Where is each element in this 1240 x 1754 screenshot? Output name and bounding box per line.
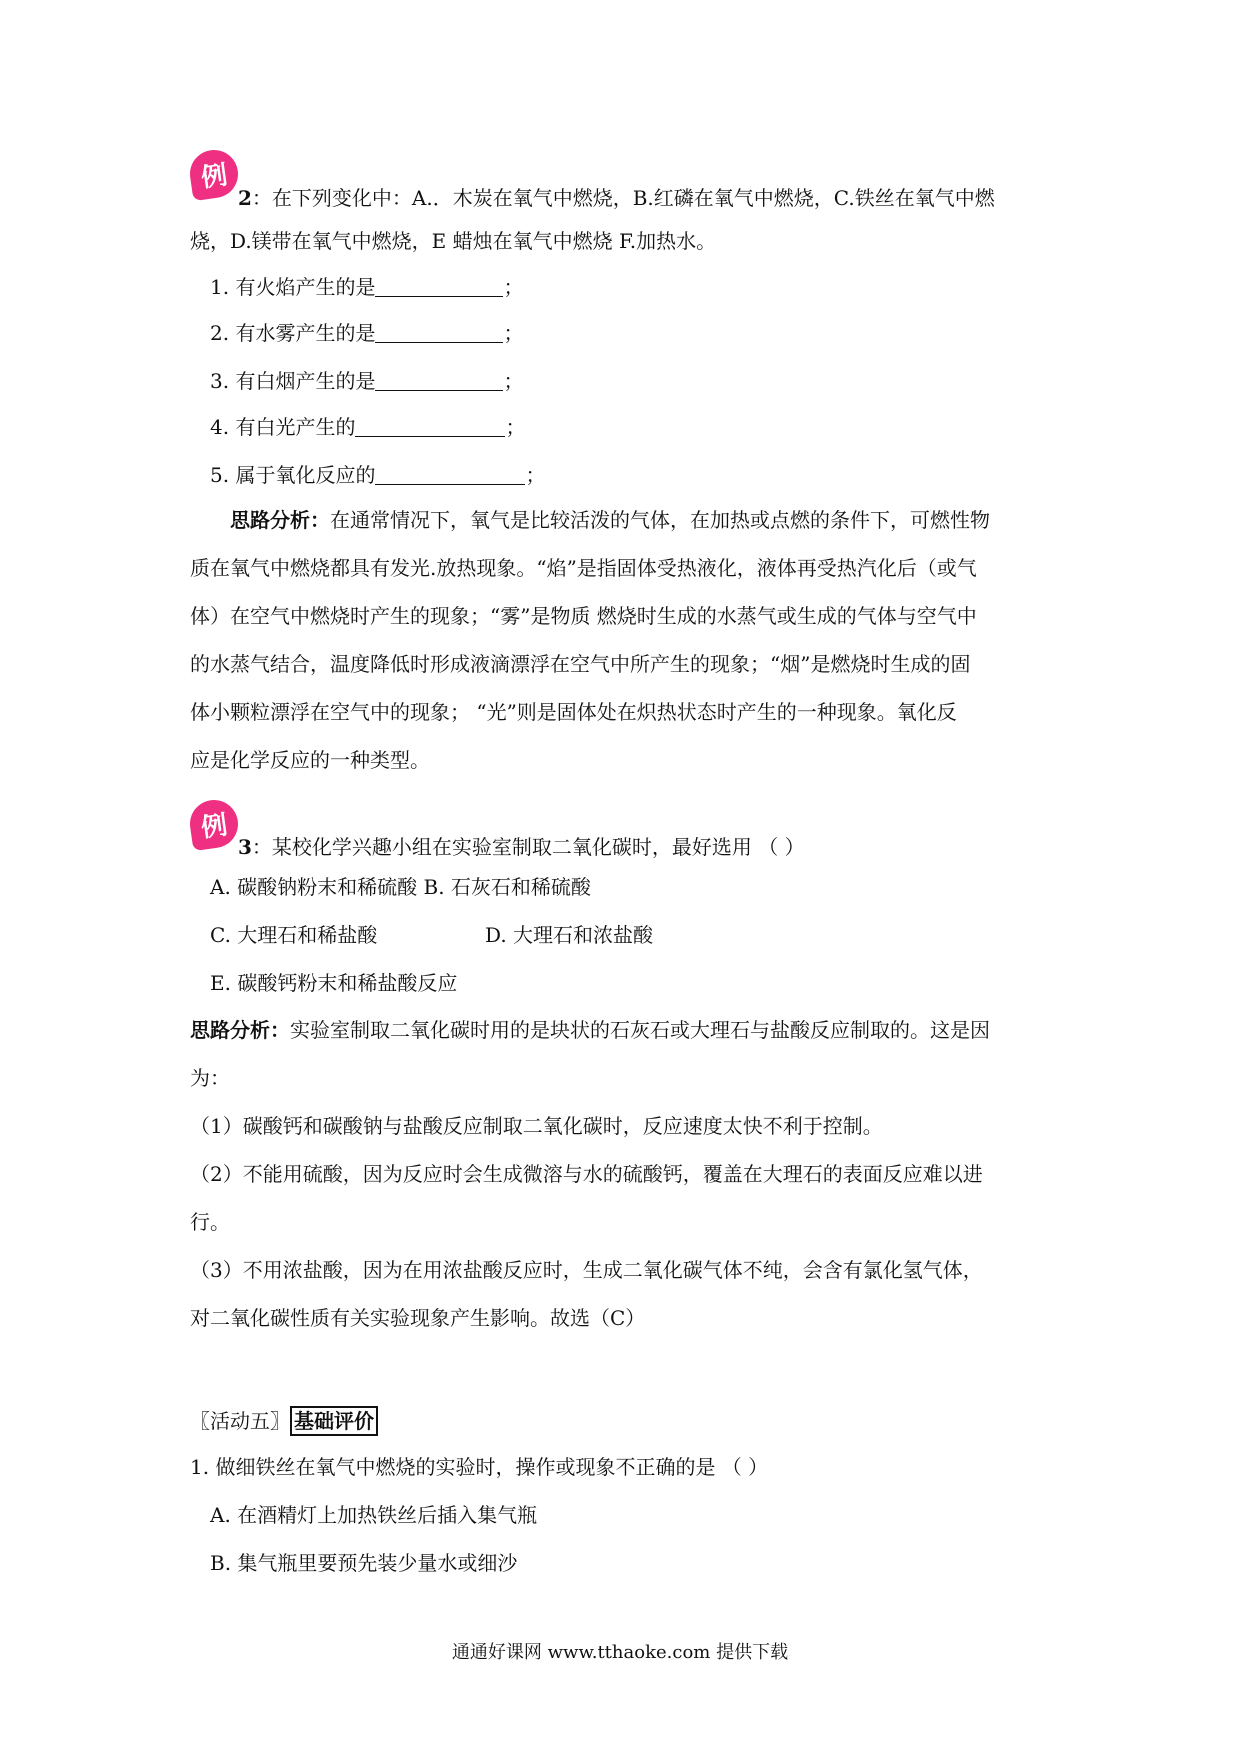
ex2-q4-end: ；	[505, 415, 526, 439]
ex3-number: 3	[238, 835, 252, 859]
answer-blank[interactable]	[375, 368, 503, 391]
ex3-reason-2-cont: 行。	[190, 1210, 230, 1234]
ex3-reason-2: （2）不能用硫酸，因为反应时会生成微溶与水的硫酸钙，覆盖在大理石的表面反应难以进	[190, 1162, 983, 1186]
example-badge-icon: 例	[187, 797, 241, 851]
ex2-analysis-line2: 质在氧气中燃烧都具有发光.放热现象。“焰”是指固体受热液化，液体再受热汽化后（或气	[190, 556, 977, 580]
activity-prefix: 〖活动五〗	[190, 1409, 290, 1433]
ex3-option-e: E. 碳酸钙粉末和稀盐酸反应	[210, 971, 458, 995]
ex2-q2-label: 2. 有水雾产生的是	[210, 321, 376, 345]
activity-q1-option-a: A. 在酒精灯上加热铁丝后插入集气瓶	[210, 1503, 538, 1527]
ex2-analysis-line3: 体）在空气中燃烧时产生的现象；“雾”是物质 燃烧时生成的水蒸气或生成的气体与空气中	[190, 604, 977, 628]
ex2-analysis-line5: 体小颗粒漂浮在空气中的现象； “光”则是固体处在炽热状态时产生的一种现象。氧化反	[190, 700, 957, 724]
ex2-q5-label: 5. 属于氧化反应的	[210, 463, 376, 487]
activity-q1-option-b: B. 集气瓶里要预先装少量水或细沙	[210, 1551, 518, 1575]
ex2-q1-label: 1. 有火焰产生的是	[210, 275, 376, 299]
ex2-text1: ：在下列变化中：A.．木炭在氧气中燃烧，B.红磷在氧气中燃烧，C.铁丝在氧气中燃	[251, 186, 995, 210]
ex2-q3	[210, 366, 1090, 396]
activity-header	[190, 1406, 1070, 1436]
ex3-question	[238, 832, 1118, 862]
answer-blank[interactable]	[355, 414, 505, 437]
ex2-q2	[210, 318, 1090, 348]
ex2-q3-label: 3. 有白烟产生的是	[210, 369, 376, 393]
activity-title: 基础评价	[290, 1406, 378, 1436]
ex2-q4-label: 4. 有白光产生的	[210, 415, 356, 439]
answer-blank[interactable]	[375, 274, 503, 297]
answer-blank[interactable]	[375, 462, 525, 485]
ex2-q4	[210, 412, 1090, 442]
ex3-reason-3-cont: 对二氧化碳性质有关实验现象产生影响。故选（C）	[190, 1306, 646, 1330]
ex3-options-ab: A. 碳酸钠粉末和稀硫酸 B. 石灰石和稀硫酸	[210, 875, 591, 899]
ex2-analysis-line6: 应是化学反应的一种类型。	[190, 748, 430, 772]
ex2-question-line1	[238, 183, 1118, 213]
ex2-q2-end: ；	[503, 321, 524, 345]
ex3-analysis-line1	[190, 1015, 1070, 1045]
ex2-q1-end: ；	[503, 275, 524, 299]
ex2-q5	[210, 460, 1090, 490]
ex2-q1	[210, 272, 1090, 302]
ex2-q3-end: ；	[503, 369, 524, 393]
ex3-question-text: ：某校化学兴趣小组在实验室制取二氧化碳时，最好选用 （ ）	[251, 835, 805, 859]
ex3-analysis-line2: 为：	[190, 1066, 230, 1090]
ex3-reason-1: （1）碳酸钙和碳酸钠与盐酸反应制取二氧化碳时，反应速度太快不利于控制。	[190, 1114, 883, 1138]
ex2-question-line2: 烧，D.镁带在氧气中燃烧，E 蜡烛在氧气中燃烧 F.加热水。	[190, 229, 717, 253]
ex2-analysis-text: 在通常情况下，氧气是比较活泼的气体，在加热或点燃的条件下，可燃性物	[330, 508, 990, 532]
ex2-number: 2	[238, 186, 252, 210]
ex3-option-c: C. 大理石和稀盐酸	[210, 923, 378, 947]
activity-q1: 1. 做细铁丝在氧气中燃烧的实验时，操作或现象不正确的是 （ ）	[190, 1455, 769, 1479]
answer-blank[interactable]	[375, 320, 503, 343]
ex2-q5-end: ；	[525, 463, 546, 487]
ex3-reason-3: （3）不用浓盐酸，因为在用浓盐酸反应时，生成二氧化碳气体不纯，会含有氯化氢气体，	[190, 1258, 983, 1282]
ex3-analysis-label: 思路分析：	[190, 1018, 290, 1042]
ex3-option-d: D. 大理石和浓盐酸	[485, 923, 654, 947]
ex2-analysis-line1	[230, 505, 1110, 535]
ex3-analysis-text: 实验室制取二氧化碳时用的是块状的石灰石或大理石与盐酸反应制取的。这是因	[290, 1018, 990, 1042]
page-footer: 通通好课网 www.tthaoke.com 提供下载	[451, 1642, 789, 1663]
ex2-analysis-line4: 的水蒸气结合，温度降低时形成液滴漂浮在空气中所产生的现象；“烟”是燃烧时生成的固	[190, 652, 971, 676]
ex2-analysis-label: 思路分析：	[230, 508, 330, 532]
example-badge-icon: 例	[187, 147, 241, 201]
